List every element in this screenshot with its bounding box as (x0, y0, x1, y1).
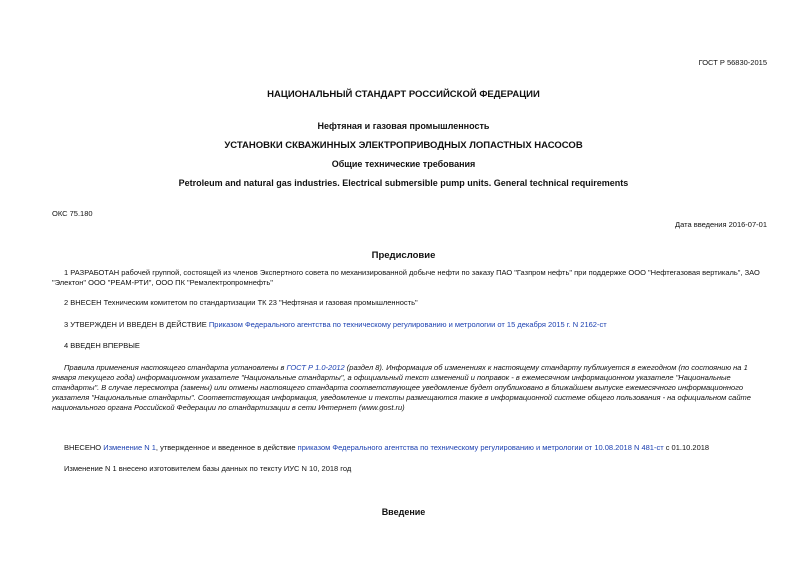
gost-r-1-0-2012-link[interactable]: ГОСТ Р 1.0-2012 (286, 363, 345, 372)
order-2162-link[interactable]: Приказом Федерального агентства по техническому регулированию и метрологии от 15 декабря 2015 г. N 2162-ст (208, 320, 607, 329)
foreword-paragraph-4: 4 ВВЕДЕН ВПЕРВЫЕ (64, 341, 140, 350)
amendment-mid: , утвержденное и введенное в действие (155, 443, 298, 452)
amendment-paragraph (52, 443, 767, 453)
date-of-introduction: Дата введения 2016-07-01 (675, 220, 767, 229)
document-code: ГОСТ Р 56830-2015 (698, 58, 767, 67)
introduction-title: Введение (381, 507, 426, 517)
industry-title: Нефтяная и газовая промышленность (317, 121, 490, 131)
order-481-link[interactable]: приказом Федерального агентства по техническому регулированию и метрологии от 10.08.2018 N 481-ст (297, 443, 664, 452)
foreword-paragraph-3 (52, 320, 767, 330)
amendment-1-link[interactable]: Изменение N 1 (103, 443, 156, 452)
standard-title: НАЦИОНАЛЬНЫЙ СТАНДАРТ РОССИЙСКОЙ ФЕДЕРАЦИИ (267, 89, 540, 100)
foreword-paragraph-5-suffix: (раздел 8). Информация об изменениях к настоящему стандарту публикуется в ежегодном (по состоянию на 1 января текущего года) информационном указателе "Национальные стандарты", а официальный текст изменений и поправок - в ежемесячном информационном указателе "Национальные стандарты". В случае пересмотра (замены) или отмены настоящего стандарта соответствующее уведомление будет опубликовано в ближайшем выпуске ежемесячного информационного указателя "Национальные стандарты". Соответствующая информация, уведомление и тексты размещаются также в информационной системе общего пользования - на официальном сайте национального органа Российской Федерации по стандартизации в сети Интернет (www.gost.ru) (52, 363, 751, 412)
foreword-paragraph-2: 2 ВНЕСЕН Техническим комитетом по стандартизации ТК 23 "Нефтяная и газовая промышленность" (64, 298, 418, 307)
english-title: Petroleum and natural gas industries. Electrical submersible pump units. General technical requirements (178, 178, 629, 188)
subtitle: Общие технические требования (331, 159, 476, 169)
subject-title: УСТАНОВКИ СКВАЖИННЫХ ЭЛЕКТРОПРИВОДНЫХ ЛОПАСТНЫХ НАСОСОВ (224, 140, 583, 151)
amendment-prefix: ВНЕСЕНО (64, 443, 104, 452)
amendment-suffix: с 01.10.2018 (663, 443, 710, 452)
amendment-note: Изменение N 1 внесено изготовителем базы данных по тексту ИУС N 10, 2018 год (64, 464, 352, 473)
foreword-paragraph-5-prefix: Правила применения настоящего стандарта установлены в (64, 363, 287, 372)
foreword-paragraph-1: 1 РАЗРАБОТАН рабочей группой, состоящей из членов Экспертного совета по механизированной добыче нефти по заказу ПАО "Газпром нефть" при поддержке ООО "Нефтегазовая вертикаль", ЗАО "Электон" ООО "РЕАМ-РТИ", ООО ПК "Ремэлектропромнефть" (52, 268, 760, 287)
oks-code: ОКС 75.180 (52, 209, 93, 218)
foreword-paragraph-3-text: 3 УТВЕРЖДЕН И ВВЕДЕН В ДЕЙСТВИЕ (64, 320, 209, 329)
foreword-title: Предисловие (371, 250, 436, 261)
foreword-paragraph-5 (52, 363, 767, 413)
